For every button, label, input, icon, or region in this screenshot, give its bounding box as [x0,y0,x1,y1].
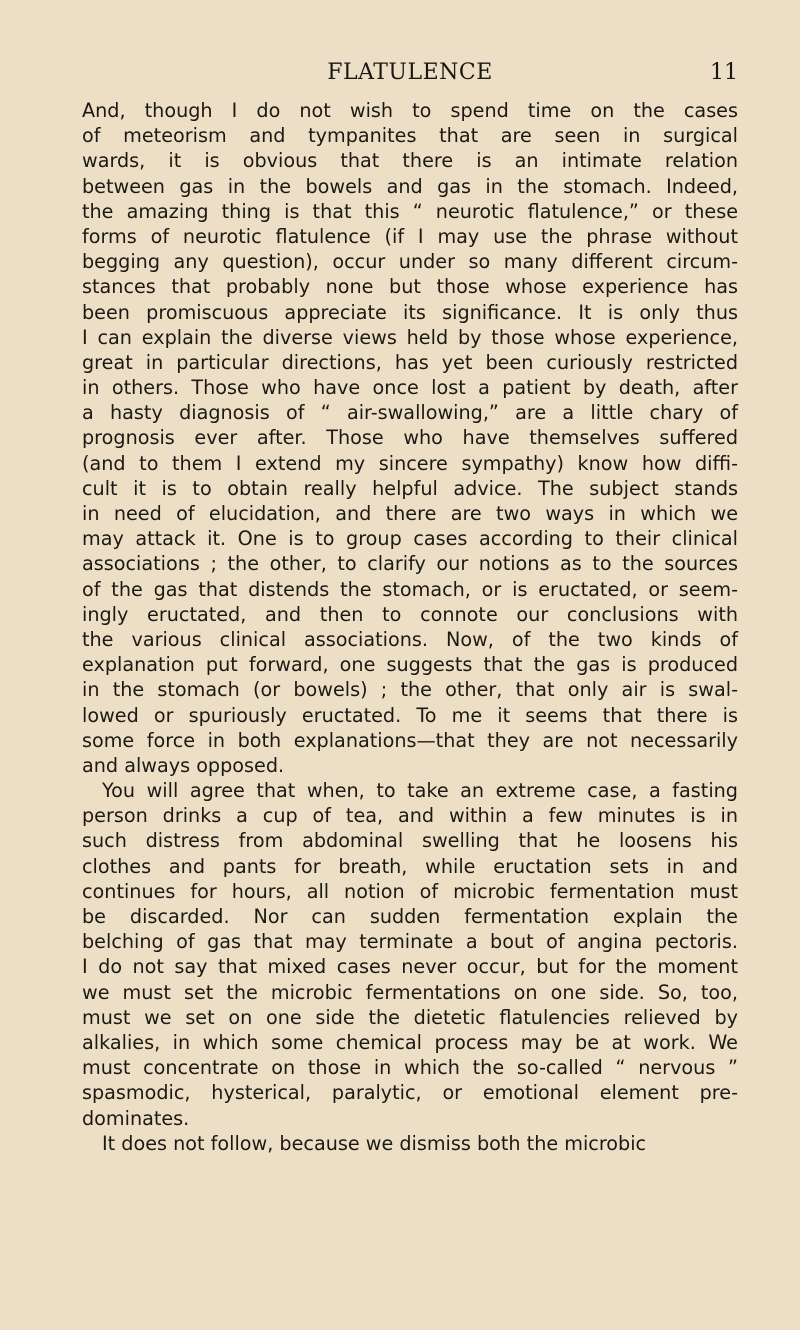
text-line: the amazing thing is that this “ neurotic flatulence,” or these [82,199,738,223]
text-line: And, though I do not wish to spend time on the cases [82,99,738,122]
text-line: in others. Those who have once lost a patient by death, after [82,376,738,400]
text-line: person drinks a cup of tea, and within a few minutes is in [82,804,738,828]
text-line: spasmodic, hysterical, paralytic, or emotional element pre- [82,1081,738,1105]
body-text [82,98,738,1156]
text-line: alkalies, in which some chemical process may be at work. We [82,1030,738,1054]
text-line: the various clinical associations. Now, of the two kinds of [82,627,738,651]
text-line: ingly eructated, and then to connote our conclusions with [82,602,738,626]
text-line: lowed or spuriously eructated. To me it seems that there is [82,703,738,727]
text-line: (and to them I extend my sincere sympathy) know how diffi- [82,451,738,475]
text-line: continues for hours, all notion of microbic fermentation must [82,879,738,903]
text-line: prognosis ever after. Those who have themselves suffered [82,426,738,450]
text-line: clothes and pants for breath, while eructation sets in and [82,854,738,878]
text-line: must we set on one side the dietetic flatulencies relieved by [82,1005,738,1029]
text-line: in the stomach (or bowels) ; the other, that only air is swal- [82,678,738,702]
text-line: be discarded. Nor can sudden fermentation explain the [82,905,738,928]
page-number: 11 [710,60,738,85]
text-line: some force in both explanations—that they are not necessarily [82,728,738,752]
text-line: wards, it is obvious that there is an intimate relation [82,149,738,173]
text-line: a hasty diagnosis of “ air-swallowing,” are a little chary of [82,401,738,425]
text-line: great in particular directions, has yet been curiously restricted [82,350,738,374]
text-line: It does not follow, because we dismiss both the microbic [102,1131,647,1155]
text-line: associations ; the other, to clarify our notions as to the sources [82,552,738,576]
text-line: between gas in the bowels and gas in the stomach. Indeed, [82,174,738,198]
text-line: such distress from abdominal swelling that he loosens his [82,829,738,853]
text-line: dominates. [82,1106,190,1130]
text-line: and always opposed. [82,753,285,777]
text-line: cult it is to obtain really helpful advice. The subject stands [82,476,738,500]
text-line: been promiscuous appreciate its significance. It is only thus [82,300,738,324]
text-line: I can explain the diverse views held by those whose experience, [82,325,738,349]
text-line: may attack it. One is to group cases according to their clinical [82,527,738,551]
text-line: begging any question), occur under so many different circum- [82,250,738,274]
text-line: forms of neurotic flatulence (if I may use the phrase without [82,224,738,248]
text-line: I do not say that mixed cases never occur, but for the moment [82,955,738,979]
text-line: of the gas that distends the stomach, or is eructated, or seem- [82,577,738,601]
text-line: You will agree that when, to take an extreme case, a fasting [102,779,738,803]
text-line: we must set the microbic fermentations on one side. So, too, [82,980,738,1004]
running-head [82,60,738,90]
text-line: belching of gas that may terminate a bout of angina pectoris. [82,930,738,954]
running-title: FLATULENCE [327,60,493,85]
text-line: in need of elucidation, and there are two ways in which we [82,502,738,525]
text-line: stances that probably none but those whose experience has [82,275,738,299]
text-line: must concentrate on those in which the so-called “ nervous ” [82,1056,738,1080]
text-line: of meteorism and tympanites that are seen in surgical [82,124,738,148]
text-line: explanation put forward, one suggests that the gas is produced [82,653,738,677]
